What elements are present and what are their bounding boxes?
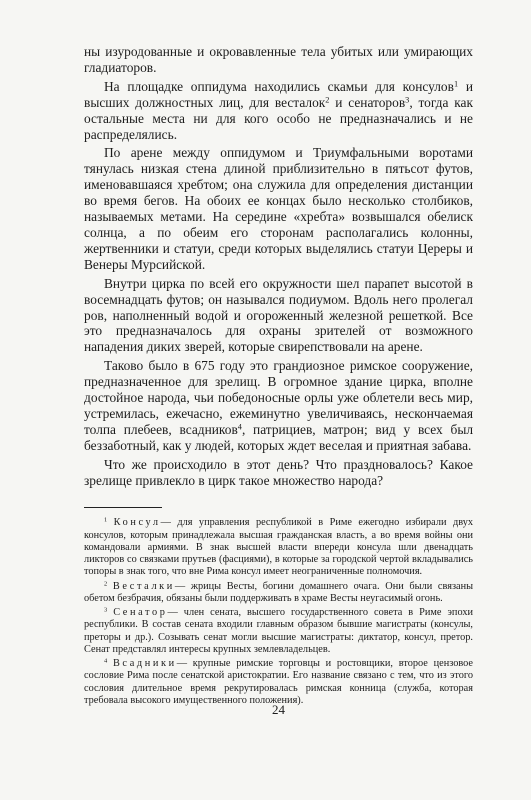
footnote-term: Консул [113, 517, 161, 529]
paragraph-4: Внутри цирка по всей его окружности шел парапет высотой в восемнадцать футов; он назывался подиумом. Вдоль него пролегал ров, наполненный водой и огороженный железной решеткой. Все это предназначалось для охраны зрителей от возможного нападения диких зверей, которые свирепствовали на арене. [84, 275, 473, 355]
footnote-marker: 2 [104, 580, 108, 588]
footnote-marker: 4 [104, 657, 108, 665]
footnote-4 [84, 658, 473, 707]
footnote-text: — член сената, высшего государственного совета в Риме эпохи республики. В состав сената входили главным образом бывшие магистраты (консулы, преторы и др.). Созывать сенат могли высшие магистраты: диктатор, консул, претор. Сенат представлял интересы крупных землевладельцев. [84, 607, 473, 655]
paragraph-2-text-1: На площадке оппидума находились скамьи для консулов [104, 78, 454, 94]
footnote-3 [84, 607, 473, 656]
footnotes [84, 517, 473, 707]
footnote-divider [84, 507, 162, 508]
footnote-marker: 3 [104, 606, 108, 614]
paragraph-2-text-3: и сенаторов [329, 94, 406, 110]
paragraph-3: По арене между оппидумом и Триумфальными воротами тянулась низкая стена длиной приблизительно в пятьсот футов, именовавшаяся хребтом; она служила для определения дистанции во время бегов. На обоих ее концах было несколько столбиков, называемых метами. На середине «хребта» возвышался обелиск солнца, а по обеим его сторонам располагались колонны, жертвенники и статуи, среди которых выделялись статуи Цереры и Венеры Мурсийской. [84, 145, 473, 272]
paragraph-2-text-4: , тогда как остальные места ни для кого особо не предназначались и не распределялись. [84, 94, 474, 142]
paragraph-2-text-2: и высших должностных лиц, для весталок [84, 78, 474, 110]
footnote-term: Весталки [112, 580, 175, 592]
page-number: 24 [272, 702, 285, 717]
main-text [84, 44, 473, 488]
footnote-ref-4[interactable]: 4 [237, 422, 242, 432]
paragraph-5-text-2: , патрициев, матрон; вид у всех был беззаботный, как у людей, которых ждет веселая и приятная забава. [84, 421, 474, 453]
footnote-ref-3[interactable]: 3 [405, 95, 410, 105]
footnote-term: Сенатор [113, 607, 168, 619]
paragraph-2 [84, 79, 473, 143]
footnote-ref-2[interactable]: 2 [325, 95, 330, 105]
footnote-text: — для управления республикой в Риме ежегодно избирали двух консулов, которым принадлежала высшая гражданская власть, а во время войны они командовали армиями. В знак высшей власти впереди консула шли двенадцать ликторов со связками прутьев (фасциями), в которые за городской чертой вкладывались топоры в знак того, что вне Рима консул имеет неограниченные полномочия. [84, 517, 474, 578]
paragraph-1: ны изуродованные и окровавленные тела убитых или умирающих гладиаторов. [84, 44, 473, 75]
footnote-term: Всадники [112, 658, 177, 670]
footnote-1 [84, 517, 473, 578]
paragraph-6: Что же происходило в этот день? Что праздновалось? Какое зрелище привлекло в цирк такое множество народа? [84, 456, 473, 488]
paragraph-5 [84, 358, 473, 453]
footnote-marker: 1 [104, 516, 108, 524]
paragraph-5-text-1: Таково было в 675 году это грандиозное римское сооружение, предназначенное для зрелищ. В огромное здание цирка, вполне достойное народа, чьи победоносные орлы уже облетели весь мир, устремилась, ежечасно, ежеминутно увеличиваясь, нескончаемая толпа плебеев, всадников [84, 358, 473, 437]
footnote-2 [84, 581, 473, 606]
footnote-ref-1[interactable]: 1 [453, 79, 459, 89]
footnote-text: — жрицы Весты, богини домашнего очага. Они были связаны обетом безбрачия, обязаны были поддерживать в храме Весты неугасимый огонь. [84, 580, 474, 604]
footnote-text: — крупные римские торговцы и ростовщики, второе цензовое сословие Рима после сенатской аристократии. Его название связано с тем, что из этого сословия длительное время рекрутировалась римская конница (служба, которая требовала высокого имущественного положения). [84, 658, 473, 706]
